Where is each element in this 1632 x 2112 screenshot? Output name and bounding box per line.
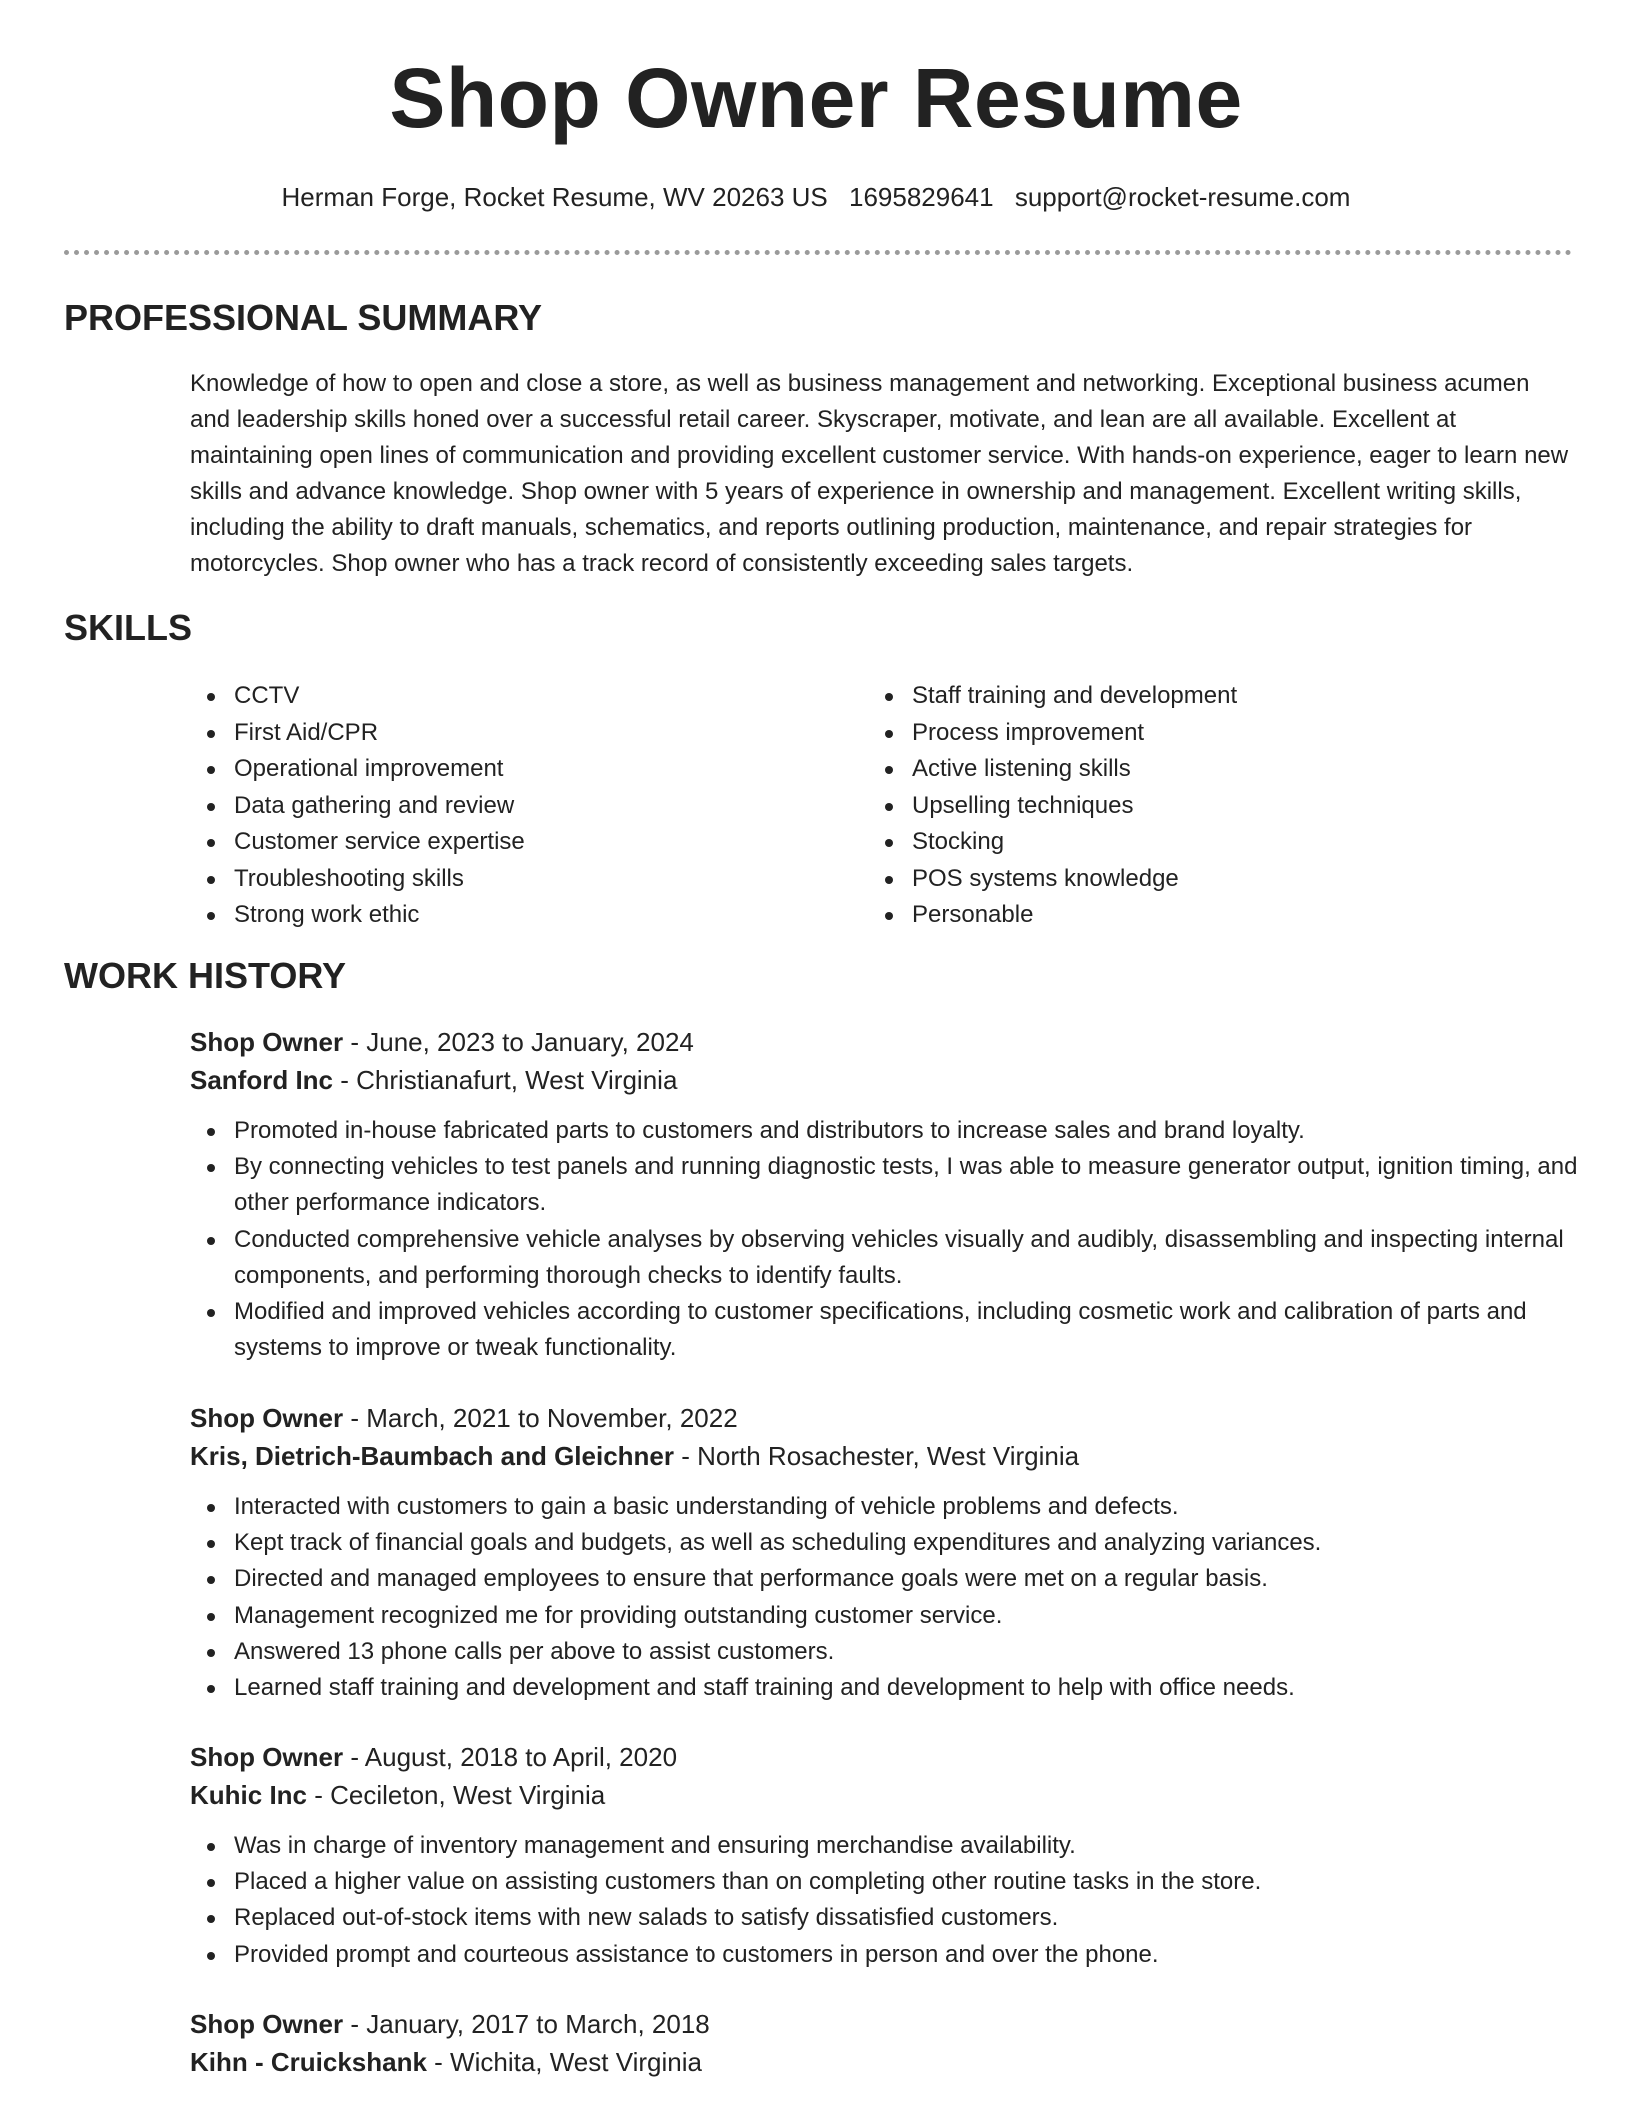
skills-heading: SKILLS	[64, 607, 193, 648]
job-location: - Christianafurt, West Virginia	[333, 1065, 678, 1095]
skill-item: First Aid/CPR	[234, 715, 525, 752]
job-bullet: By connecting vehicles to test panels and running diagnostic tests, I was able to measure generator output, ignition timing, and other performance indicators.	[234, 1149, 1584, 1221]
job-bullet: Management recognized me for providing outstanding customer service.	[234, 1598, 1584, 1634]
skill-item: Active listening skills	[912, 751, 1237, 788]
job-title-line	[190, 1023, 1580, 1061]
job-bullets	[190, 1489, 1584, 1706]
job-location: - North Rosachester, West Virginia	[674, 1441, 1080, 1471]
job-title: Shop Owner	[190, 1027, 344, 1057]
job-bullet: Interacted with customers to gain a basic understanding of vehicle problems and defects.	[234, 1489, 1584, 1525]
job-bullet: Conducted comprehensive vehicle analyses by observing vehicles visually and audibly, disassembling and inspecting internal components, and performing thorough checks to identify faults.	[234, 1222, 1584, 1294]
skills-list-left	[190, 678, 525, 934]
job-title: Shop Owner	[190, 1403, 344, 1433]
job-title-line	[190, 2005, 1580, 2043]
job-location: - Wichita, West Virginia	[426, 2047, 702, 2077]
job-company: Kihn - Cruickshank	[190, 2047, 427, 2077]
skills-list-right	[868, 678, 1237, 934]
summary-heading: PROFESSIONAL SUMMARY	[64, 297, 543, 338]
skill-item: Data gathering and review	[234, 788, 525, 825]
job-bullet: Kept track of financial goals and budgets, as well as scheduling expenditures and analyzing variances.	[234, 1525, 1584, 1561]
contact-address: Herman Forge, Rocket Resume, WV 20263 US	[281, 182, 828, 212]
job-bullet: Provided prompt and courteous assistance to customers in person and over the phone.	[234, 1937, 1584, 1973]
resume-title: Shop Owner Resume	[389, 51, 1243, 145]
skill-item: Staff training and development	[912, 678, 1237, 715]
job-company-line	[190, 1061, 1580, 1099]
job-dates: - January, 2017 to March, 2018	[343, 2009, 710, 2039]
job-bullets	[190, 1828, 1584, 1973]
skill-item: Operational improvement	[234, 751, 525, 788]
skill-item: Upselling techniques	[912, 788, 1237, 825]
job-bullet: Placed a higher value on assisting customers than on completing other routine tasks in the store.	[234, 1864, 1584, 1900]
job-company: Kuhic Inc	[190, 1780, 308, 1810]
skill-item: CCTV	[234, 678, 525, 715]
job-dates: - August, 2018 to April, 2020	[343, 1742, 678, 1772]
job-bullet: Answered 13 phone calls per above to assist customers.	[234, 1634, 1584, 1670]
work-history-heading: WORK HISTORY	[64, 955, 347, 996]
job-bullet: Modified and improved vehicles according to customer specifications, including cosmetic work and calibration of parts and systems to improve or tweak functionality.	[234, 1294, 1584, 1366]
contact-line	[0, 182, 1632, 213]
job-bullet: Replaced out-of-stock items with new salads to satisfy dissatisfied customers.	[234, 1900, 1584, 1936]
skill-item: Stocking	[912, 824, 1237, 861]
job-entry	[190, 1023, 1580, 1366]
job-company-line	[190, 2043, 1580, 2081]
job-title: Shop Owner	[190, 1742, 344, 1772]
skill-item: Customer service expertise	[234, 824, 525, 861]
job-entry	[190, 1399, 1580, 1706]
job-company: Sanford Inc	[190, 1065, 334, 1095]
job-company-line	[190, 1437, 1580, 1475]
job-title-line	[190, 1399, 1580, 1437]
job-bullet: Directed and managed employees to ensure that performance goals were met on a regular basis.	[234, 1561, 1584, 1597]
job-title-line	[190, 1738, 1580, 1776]
skill-item: Process improvement	[912, 715, 1237, 752]
job-company-line	[190, 1776, 1580, 1814]
job-location: - Cecileton, West Virginia	[307, 1780, 606, 1810]
skill-item: POS systems knowledge	[912, 861, 1237, 898]
job-bullets	[190, 1113, 1584, 1366]
job-bullet: Promoted in-house fabricated parts to customers and distributors to increase sales and brand loyalty.	[234, 1113, 1584, 1149]
skill-item: Strong work ethic	[234, 897, 525, 934]
job-dates: - March, 2021 to November, 2022	[343, 1403, 738, 1433]
summary-text: Knowledge of how to open and close a store, as well as business management and networking. Exceptional business acumen and leadership skills honed over a successful retail career. Skyscraper, motivate, and lean are all available. Excellent at maintaining open lines of communication and providing excellent customer service. With hands-on experience, eager to learn new skills and advance knowledge. Shop owner with 5 years of experience in ownership and management. Excellent writing skills, including the ability to draft manuals, schematics, and reports outlining production, maintenance, and repair strategies for motorcycles. Shop owner who has a track record of consistently exceeding sales targets.	[190, 370, 1569, 577]
job-dates: - June, 2023 to January, 2024	[343, 1027, 694, 1057]
header-divider	[64, 250, 1572, 255]
job-company: Kris, Dietrich-Baumbach and Gleichner	[190, 1441, 675, 1471]
job-entry	[190, 2005, 1580, 2081]
skill-item: Personable	[912, 897, 1237, 934]
contact-phone: 1695829641	[848, 182, 994, 212]
contact-email[interactable]: support@rocket-resume.com	[1014, 182, 1351, 212]
job-title: Shop Owner	[190, 2009, 344, 2039]
job-entry	[190, 1738, 1580, 1973]
skill-item: Troubleshooting skills	[234, 861, 525, 898]
job-bullet: Was in charge of inventory management and ensuring merchandise availability.	[234, 1828, 1584, 1864]
job-bullet: Learned staff training and development and staff training and development to help with office needs.	[234, 1670, 1584, 1706]
